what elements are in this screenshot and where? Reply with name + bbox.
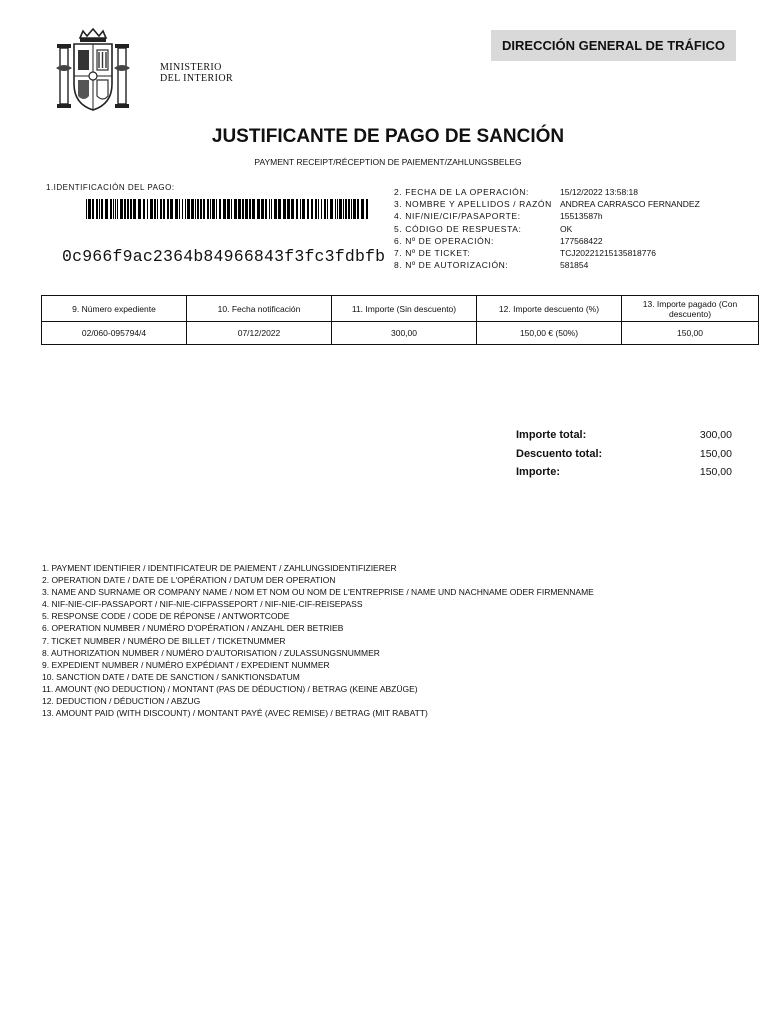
legend-item: 10. SANCTION DATE / DATE DE SANCTION / SANKTIONSDATUM xyxy=(42,671,300,682)
total-row xyxy=(516,426,732,445)
operation-label: 5. CÓDIGO DE RESPUESTA: xyxy=(394,223,522,234)
legend-item: 9. EXPEDIENT NUMBER / NUMÉRO EXPÉDIANT / EXPEDIENT NUMMER xyxy=(42,659,330,670)
totals-summary xyxy=(516,426,732,482)
total-label: Importe: xyxy=(516,466,560,478)
agency-box xyxy=(491,30,736,61)
ministry-line-2: DEL INTERIOR xyxy=(160,73,234,84)
operation-row xyxy=(394,210,750,222)
operation-label: 6. Nº DE OPERACIÓN: xyxy=(394,235,494,246)
total-row xyxy=(516,445,732,464)
operation-details xyxy=(394,186,750,271)
operation-label: 8. Nº DE AUTORIZACIÓN: xyxy=(394,260,509,271)
operation-label: 2. FECHA DE LA OPERACIÓN: xyxy=(394,187,529,197)
operation-label: 4. NIF/NIE/CIF/PASAPORTE: xyxy=(394,211,521,222)
table-cell: 150,00 € (50%) xyxy=(477,322,622,345)
total-value: 150,00 xyxy=(699,466,732,478)
total-label: Importe total: xyxy=(516,429,587,441)
ministry-name xyxy=(160,62,233,84)
total-value: 300,00 xyxy=(699,429,732,441)
operation-value: 15/12/2022 13:58:18 xyxy=(560,187,638,197)
legend-item: 13. AMOUNT PAID (WITH DISCOUNT) / MONTANT PAYÉ (AVEC REMISE) / BETRAG (MIT RABATT) xyxy=(42,708,428,719)
legend-item: 7. TICKET NUMBER / NUMÉRO DE BILLET / TICKETNUMMER xyxy=(42,635,286,646)
total-label: Descuento total: xyxy=(516,447,603,460)
operation-value: 177568422 xyxy=(560,235,603,246)
operation-value: 581854 xyxy=(560,260,589,271)
operation-label: 7. Nº DE TICKET: xyxy=(394,247,471,258)
legend-item: 2. OPERATION DATE / DATE DE L'OPÉRATION / DATUM DER OPERATION xyxy=(42,575,336,586)
operation-row xyxy=(394,223,750,235)
legend-item: 3. NAME AND SURNAME OR COMPANY NAME / NOM ET NOM OU NOM DE L'ENTREPRISE / NAME UND NACHNAME ODER FIRMENNAME xyxy=(42,587,594,598)
page-subtitle: PAYMENT RECEIPT/RÉCEPTION DE PAIEMENT/ZAHLUNGSBELEG xyxy=(254,157,522,167)
operation-row xyxy=(394,247,750,259)
payment-id-label: 1.IDENTIFICACIÓN DEL PAGO: xyxy=(46,183,175,192)
operation-value: TCJ20221215135818776 xyxy=(560,247,656,258)
coat-of-arms-icon xyxy=(52,28,134,114)
operation-value: OK xyxy=(560,223,573,234)
table-cell: 07/12/2022 xyxy=(187,322,332,345)
operation-value: 15513587h xyxy=(560,211,603,222)
agency-name: DIRECCIÓN GENERAL DE TRÁFICO xyxy=(502,38,725,53)
legend-item: 5. RESPONSE CODE / CODE DE RÉPONSE / ANTWORTCODE xyxy=(42,611,290,622)
legend-item: 4. NIF-NIE-CIF-PASSAPORT / NIF-NIE-CIFPASSEPORT / NIF-NIE-CIF-REISEPASS xyxy=(42,599,363,610)
operation-row xyxy=(394,235,750,247)
payment-id-value: 0c966f9ac2364b84966843f3fc3fdbfb xyxy=(62,247,386,266)
page-title: JUSTIFICANTE DE PAGO DE SANCIÓN xyxy=(211,126,565,147)
column-header: 13. Importe pagado (Con descuento) xyxy=(622,296,759,322)
operation-row xyxy=(394,186,750,198)
column-header: 10. Fecha notificación xyxy=(187,296,332,322)
ministry-line-1: MINISTERIO xyxy=(160,62,222,73)
column-header: 12. Importe descuento (%) xyxy=(477,296,622,322)
table-cell: 150,00 xyxy=(622,322,759,345)
sanction-table xyxy=(41,295,759,345)
table-row xyxy=(42,322,759,345)
column-header: 9. Número expediente xyxy=(42,296,187,322)
legend-item: 12. DEDUCTION / DÉDUCTION / ABZUG xyxy=(42,696,201,707)
operation-value: ANDREA CARRASCO FERNANDEZ xyxy=(560,199,700,210)
total-row xyxy=(516,463,732,482)
operation-label: 3. NOMBRE Y APELLIDOS / RAZÓN xyxy=(394,199,552,210)
column-header: 11. Importe (Sin descuento) xyxy=(332,296,477,322)
table-cell: 02/060-095794/4 xyxy=(42,322,187,345)
legend-item: 1. PAYMENT IDENTIFIER / IDENTIFICATEUR DE PAIEMENT / ZAHLUNGSIDENTIFIZIERER xyxy=(42,563,397,573)
table-header-row xyxy=(42,296,759,322)
operation-row xyxy=(394,259,750,271)
field-legend xyxy=(42,562,594,719)
operation-row xyxy=(394,198,750,210)
barcode-icon xyxy=(86,199,368,219)
total-value: 150,00 xyxy=(699,447,732,460)
table-cell: 300,00 xyxy=(332,322,477,345)
legend-item: 11. AMOUNT (NO DEDUCTION) / MONTANT (PAS DE DÉDUCTION) / BETRAG (KEINE ABZÜGE) xyxy=(42,683,418,694)
legend-item: 8. AUTHORIZATION NUMBER / NUMÉRO D'AUTORISATION / ZULASSUNGSNUMMER xyxy=(42,647,380,658)
legend-item: 6. OPERATION NUMBER / NUMÉRO D'OPÉRATION / ANZAHL DER BETRIEB xyxy=(42,623,344,634)
